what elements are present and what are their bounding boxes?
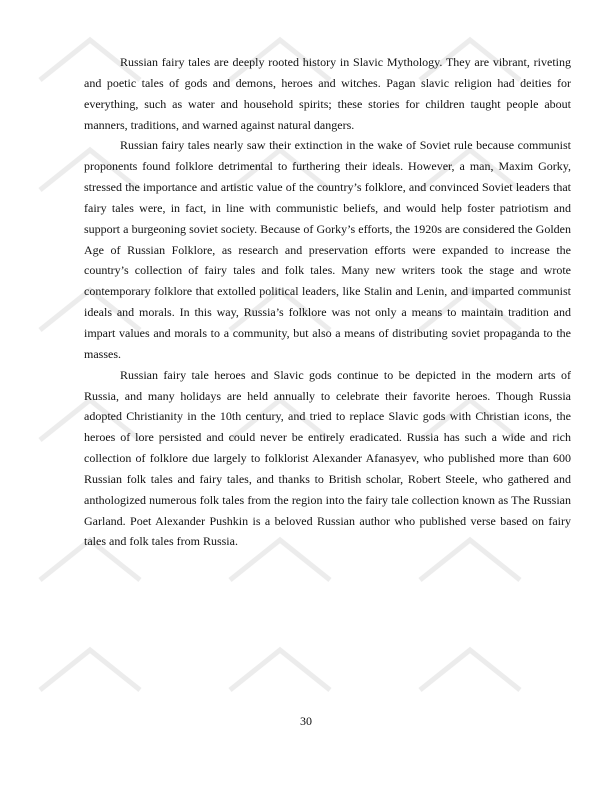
paragraph-modern-arts: Russian fairy tale heroes and Slavic gods continue to be depicted in the modern arts of Russia, and many holidays are held annually to celebrate their favorite heroes. Though Russia adopted Christianity in the 10th century, and tried to replace Slavic gods with Christian icons, the heroes of lore persisted and could never be entirely eradicated. Russia has such a wide and rich collection of folklore due largely to folklorist Alexander Afanasyev, who published more than 600 Russian folk tales and fairy tales, and thanks to British scholar, Robert Steele, who gathered and anthologized numerous folk tales from the region into the fairy tale collection known as The Russian Garland. Poet Alexander Pushkin is a beloved Russian author who published verse based on fairy tales and folk tales from Russia. [84, 367, 571, 549]
paragraph-slavic-mythology: Russian fairy tales are deeply rooted history in Slavic Mythology. They are vibrant, riveting and poetic tales of gods and demons, heroes and witches. Pagan slavic religion had deities for everything, such as water and household spirits; these stories for children taught people about manners, traditions, and warned against natural dangers. [84, 55, 571, 132]
page-number: 30 [300, 714, 312, 728]
document-body [84, 52, 571, 552]
paragraph-soviet-rule: Russian fairy tales nearly saw their extinction in the wake of Soviet rule because communist proponents found folklore detrimental to furthering their ideals. However, a man, Maxim Gorky, stressed the importance and artistic value of the country’s folklore, and convinced Soviet leaders that fairy tales were, in fact, in line with communistic beliefs, and would help foster patriotism and support a burgeoning soviet society. Because of Gorky’s efforts, the 1920s are considered the Golden Age of Russian Folklore, as research and preservation efforts were expanded to increase the country’s collection of fairy tales and folk tales. Many new writers took the stage and wrote contemporary folklore that extolled political leaders, like Stalin and Lenin, and imparted communist ideals and morals. In this way, Russia’s folklore was not only a means to maintain tradition and impart values and morals to a community, but also a means of distributing soviet propaganda to the masses. [84, 138, 571, 361]
